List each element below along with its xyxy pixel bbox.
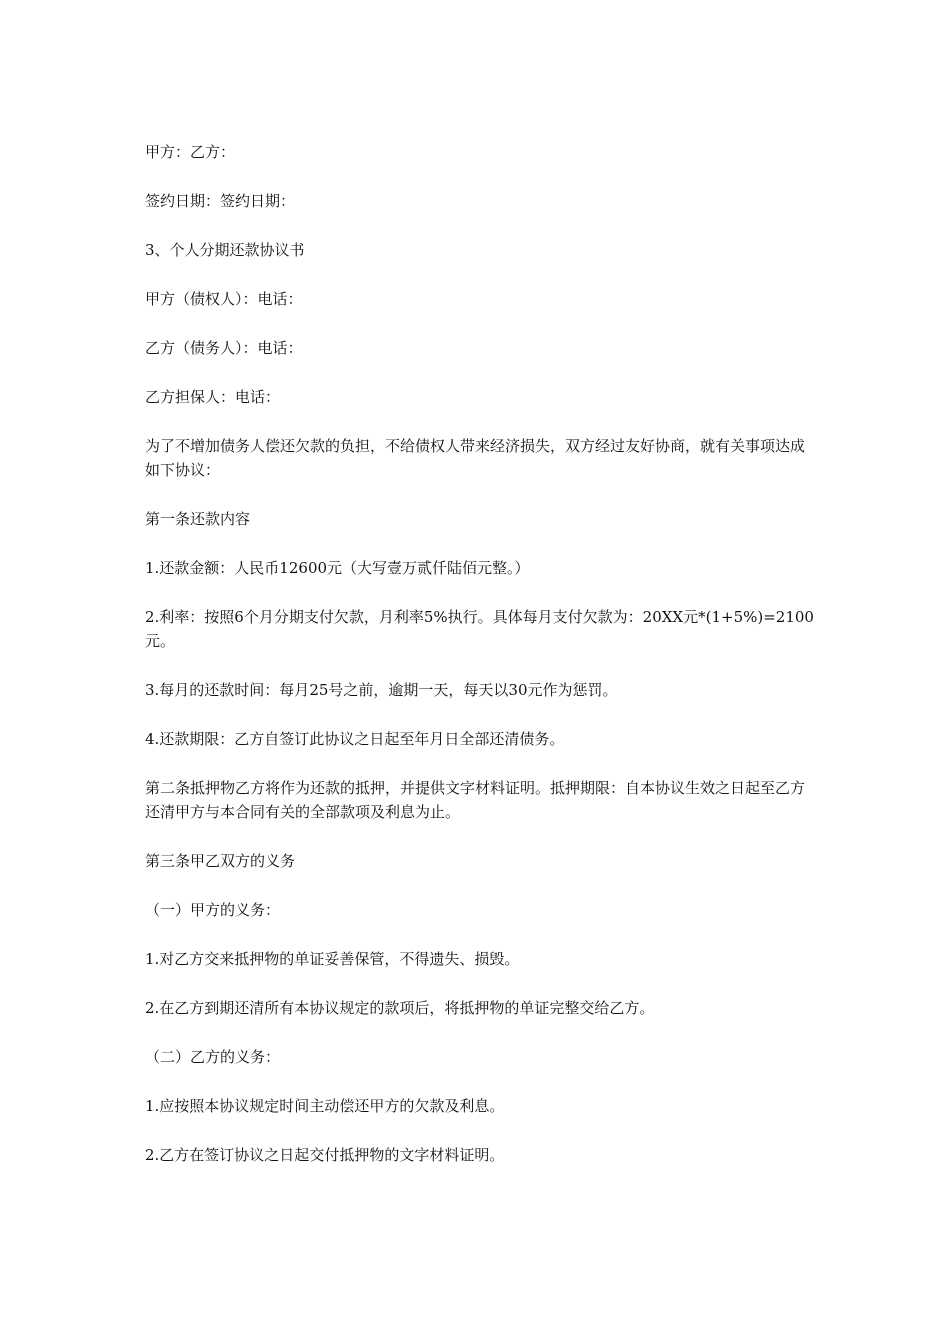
party-b-obligation-1: 1.应按照本协议规定时间主动偿还甲方的欠款及利息。	[145, 1097, 505, 1115]
party-b-obligations-heading: （二）乙方的义务：	[145, 1048, 281, 1066]
repayment-term-clause: 4.还款期限：乙方自签订此协议之日起至年月日全部还清债务。	[145, 730, 565, 748]
interest-rate-clause: 2.利率：按照6个月分期支付欠款，月利率5%执行。具体每月支付欠款为：20XX元*(1+5%)=2100元。	[145, 608, 814, 650]
party-a-obligations-heading: （一）甲方的义务：	[145, 901, 281, 919]
article-one-heading: 第一条还款内容	[145, 510, 251, 528]
party-b-obligation-2: 2.乙方在签订协议之日起交付抵押物的文字材料证明。	[145, 1146, 505, 1164]
repayment-time-clause: 3.每月的还款时间：每月25号之前，逾期一天，每天以30元作为惩罚。	[145, 681, 618, 699]
party-line: 甲方：乙方：	[145, 143, 236, 161]
agreement-title: 3、个人分期还款协议书	[145, 241, 305, 259]
party-a-obligation-1: 1.对乙方交来抵押物的单证妥善保管，不得遗失、损毁。	[145, 950, 520, 968]
article-two-paragraph: 第二条抵押物乙方将作为还款的抵押，并提供文字材料证明。抵押期限：自本协议生效之日起至乙方还清甲方与本合同有关的全部款项及利息为止。	[145, 779, 806, 821]
preamble-paragraph: 为了不增加债务人偿还欠款的负担，不给债权人带来经济损失，双方经过友好协商，就有关事项达成如下协议：	[145, 437, 806, 479]
debtor-line: 乙方（债务人）：电话：	[145, 339, 303, 357]
guarantor-line: 乙方担保人：电话：	[145, 388, 281, 406]
signing-date-line: 签约日期：签约日期：	[145, 192, 296, 210]
article-three-heading: 第三条甲乙双方的义务	[145, 852, 296, 870]
creditor-line: 甲方（债权人）：电话：	[145, 290, 303, 308]
repayment-amount-clause: 1.还款金额：人民币12600元（大写壹万贰仟陆佰元整。）	[145, 559, 530, 577]
party-a-obligation-2: 2.在乙方到期还清所有本协议规定的款项后，将抵押物的单证完整交给乙方。	[145, 999, 655, 1017]
document-body	[145, 140, 815, 1192]
